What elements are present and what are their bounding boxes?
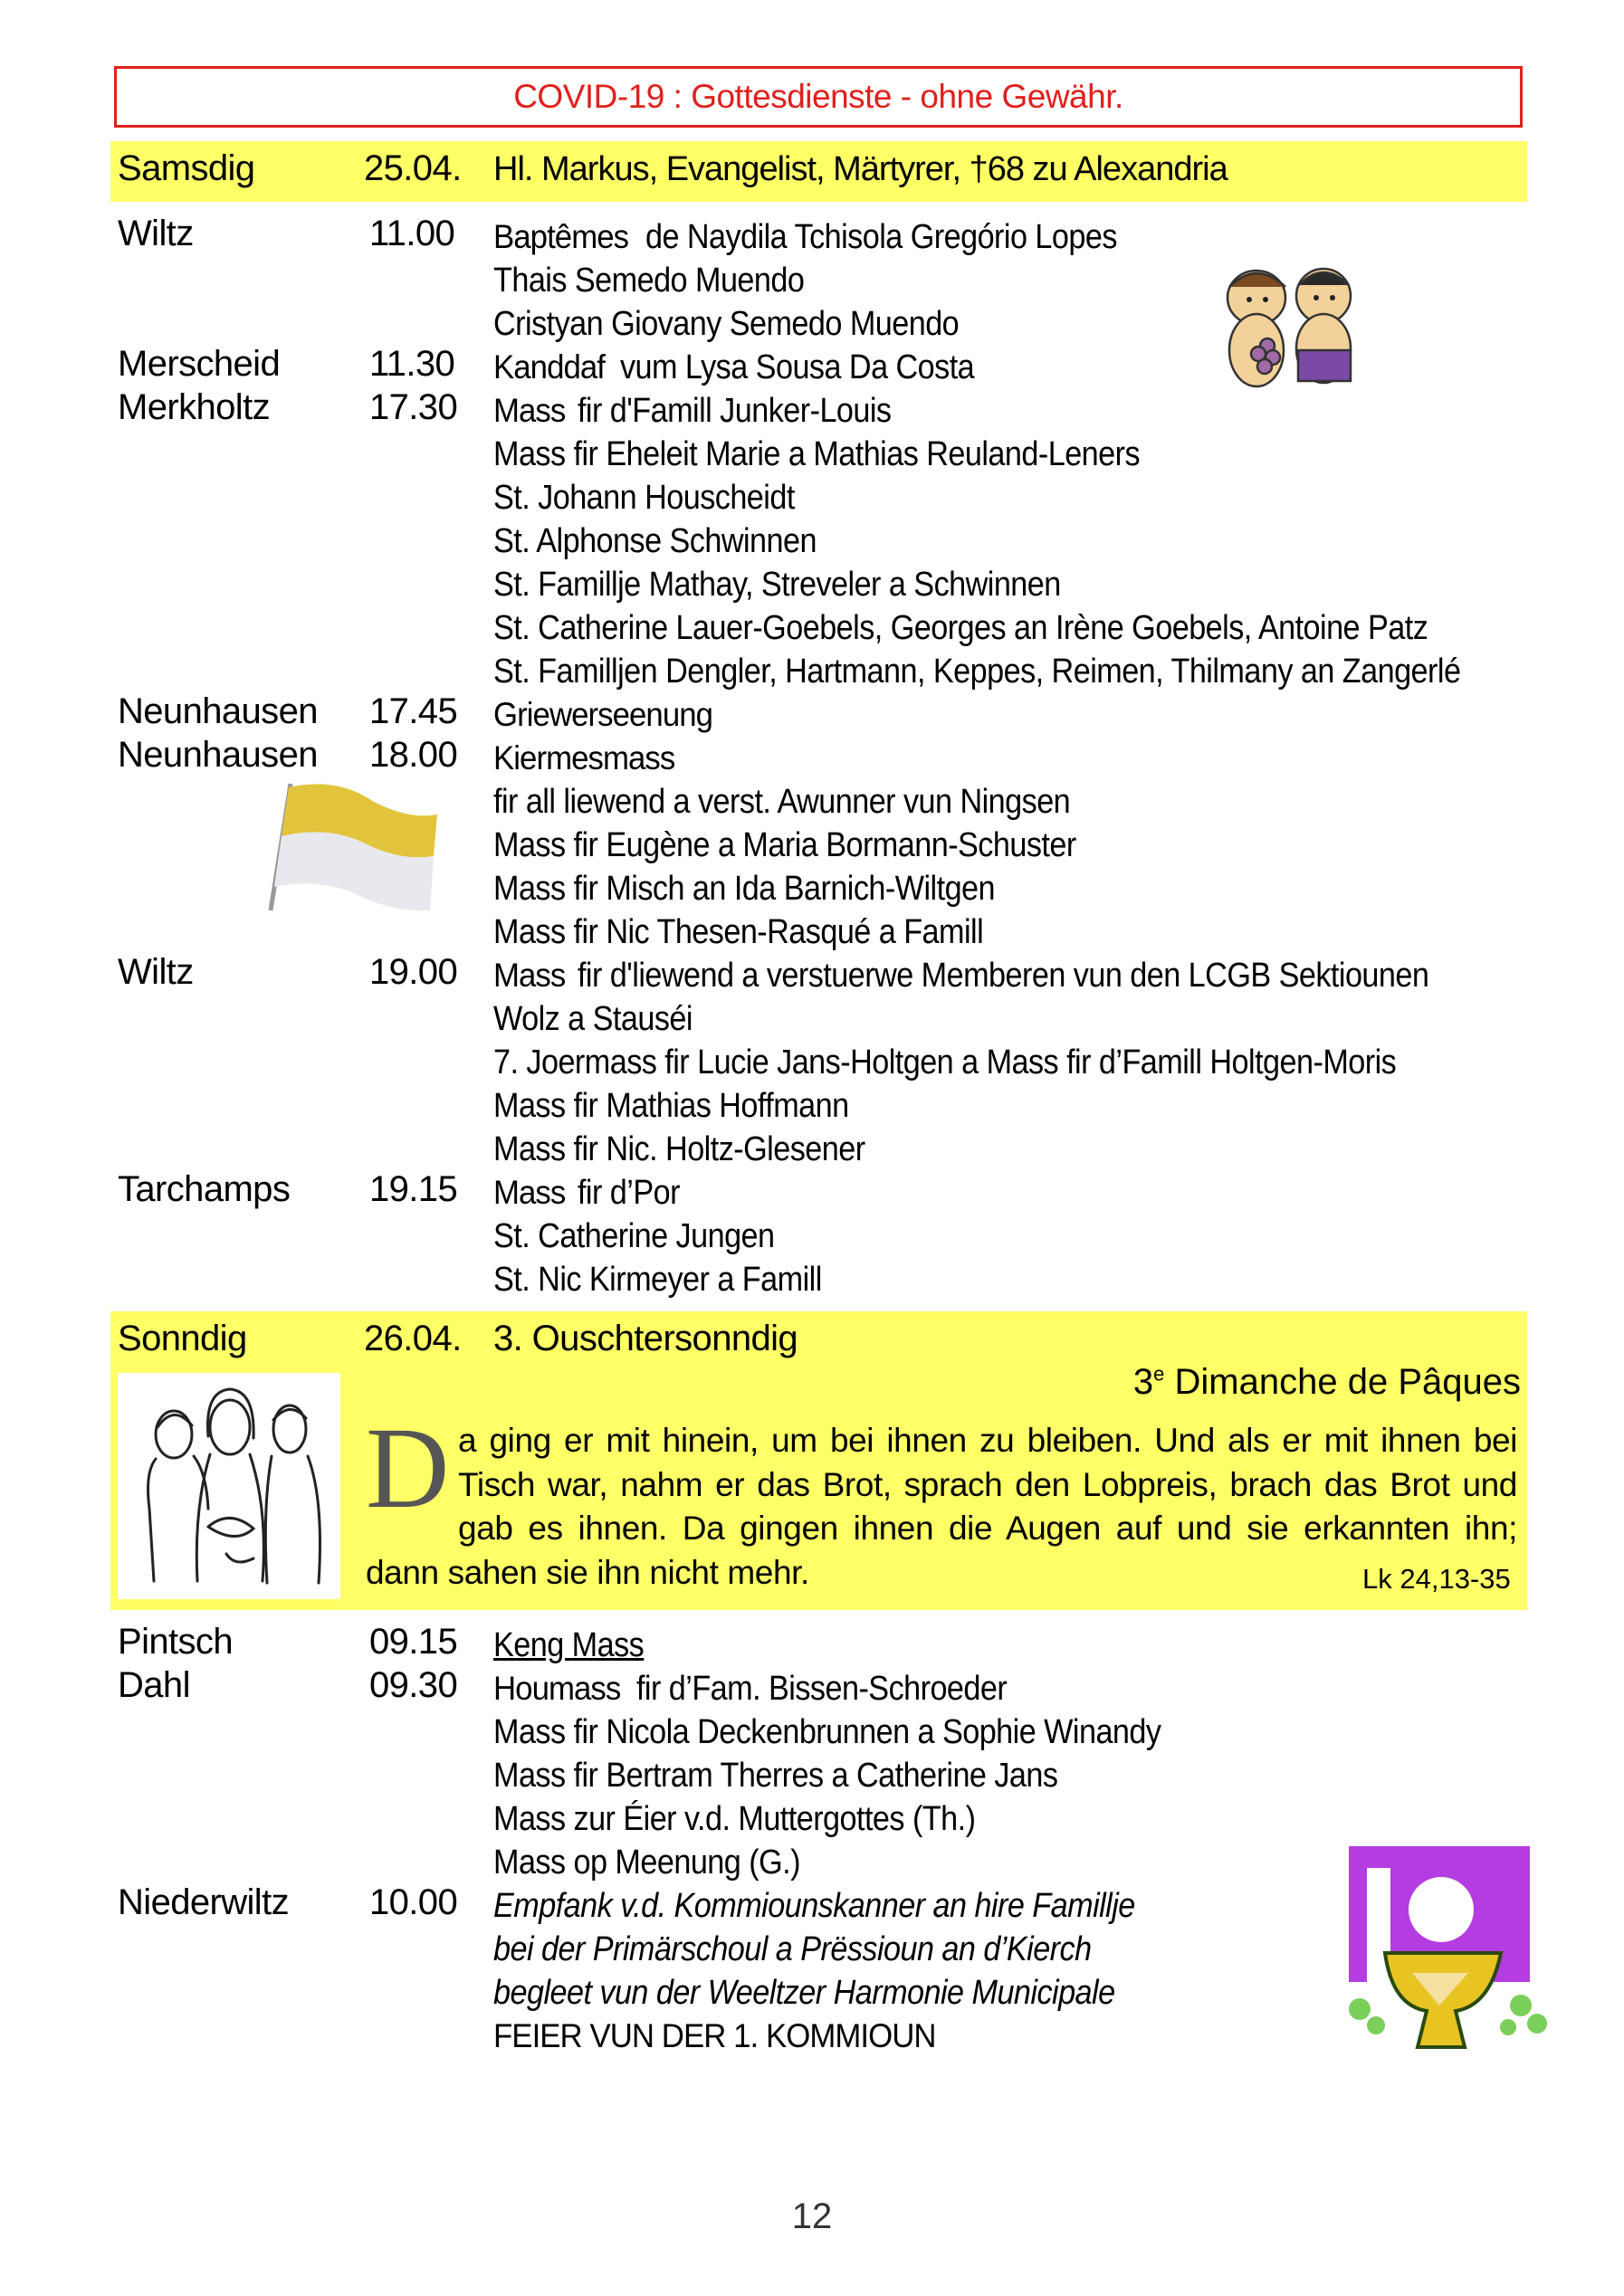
intention-text: Thais Semedo Muendo	[493, 262, 805, 300]
entry-time: 09.30	[369, 1665, 458, 1705]
entry-line	[493, 1667, 1049, 1710]
intention-text: Mass fir Nic Thesen-Rasqué a Famill	[493, 913, 984, 951]
intention-text: Cristyan Giovany Semedo Muendo	[493, 305, 960, 343]
intention-text: St. Nic Kirmeyer a Famill	[493, 1261, 822, 1299]
entry-line	[493, 1884, 1207, 1928]
intention-text: St. Famillje Mathay, Streveler a Schwinnen	[493, 566, 1061, 604]
intention-text: fir all liewend a verst. Awunner vun Ningsen	[493, 783, 1071, 821]
scripture-reference: Lk 24,13-35	[1362, 1563, 1511, 1595]
entry-place: Wiltz	[118, 952, 194, 992]
intention-text: fir d'Famill Junker-Louis	[569, 392, 892, 430]
intention-text: St. Alphonse Schwinnen	[493, 522, 817, 560]
entry-time: 18.00	[369, 735, 458, 775]
entry-line	[493, 2015, 964, 2058]
event-note: Empfank v.d. Kommiounskanner an hire Famillje	[493, 1887, 1135, 1925]
entry-place: Wiltz	[118, 214, 194, 253]
papal-flag-illustration	[256, 775, 437, 919]
drop-cap: D	[366, 1404, 450, 1532]
intention-text: Mass op Meenung (G.)	[493, 1843, 800, 1882]
entry-line	[493, 389, 927, 433]
entry-time: 17.30	[369, 387, 458, 427]
entry-time: 19.15	[369, 1169, 458, 1209]
entry-line	[493, 1971, 1184, 2015]
gospel-quote	[366, 1404, 1517, 1595]
intention-text: St. Johann Houscheidt	[493, 479, 795, 517]
entry-line	[493, 1171, 693, 1215]
entry-place: Niederwiltz	[118, 1882, 290, 1922]
entry-line	[493, 1841, 835, 1884]
entry-line	[493, 1754, 1121, 1797]
entry-line	[493, 346, 1014, 389]
service-type: Griewerseenung	[493, 696, 713, 733]
intention-text: fir d’Por	[569, 1174, 681, 1212]
entry-line	[493, 476, 828, 519]
intention-text: Mass fir Nic. Holtz-Glesener	[493, 1130, 865, 1168]
service-type: Baptêmes	[493, 218, 629, 255]
first-communion-chalice-icon	[1349, 1846, 1550, 2060]
entry-time: 11.00	[369, 214, 455, 253]
entry-time: 11.30	[369, 344, 455, 384]
entry-line	[493, 1797, 1029, 1841]
saturday-day: Samsdig	[118, 148, 255, 188]
page-number: 12	[791, 2196, 833, 2236]
subtitle-number: 3	[1132, 1362, 1154, 1402]
entry-time: 19.00	[369, 952, 458, 992]
sunday-day: Sonndig	[118, 1319, 247, 1358]
entry-time: 17.45	[369, 691, 458, 731]
entry-place: Neunhausen	[118, 735, 318, 775]
entry-line	[493, 1128, 906, 1171]
disciples-illustration	[118, 1373, 340, 1599]
intention-text: Wolz a Stauséi	[493, 1000, 693, 1038]
intention-text: fir d'liewend a verstuerwe Memberen vun den LCGB Sektiounen	[569, 957, 1429, 995]
cancelled-note: Keng Mass	[493, 1626, 645, 1664]
intention-text: 7. Joermass fir Lucie Jans-Holtgen a Mass fir d’Famill Holtgen-Moris	[493, 1043, 1397, 1081]
subtitle-rest: Dimanche de Pâques	[1164, 1362, 1521, 1402]
entry-line	[493, 1710, 1235, 1754]
saturday-date: 25.04.	[364, 148, 462, 188]
entry-line	[493, 519, 853, 563]
service-type: Mass	[493, 392, 566, 429]
subtitle-sup: e	[1153, 1362, 1165, 1386]
sunday-date: 26.04.	[364, 1319, 462, 1358]
intention-text: Mass fir Bertram Therres a Catherine Jans	[493, 1757, 1058, 1795]
intention-text: Mass fir Eugène a Maria Bormann-Schuster	[493, 826, 1076, 864]
entry-line	[493, 606, 1532, 650]
entry-line	[493, 867, 1051, 910]
service-type: Mass	[493, 1174, 566, 1211]
service-type: Kiermesmass	[493, 739, 675, 776]
sunday-title: 3. Ouschtersonndig	[493, 1319, 798, 1358]
entry-place: Merscheid	[118, 344, 281, 384]
entry-place: Pintsch	[118, 1622, 233, 1662]
entry-line	[493, 1928, 1158, 1971]
intention-text: St. Catherine Lauer-Goebels, Georges an Irène Goebels, Antoine Patz	[493, 609, 1428, 647]
service-type: Mass	[493, 957, 566, 994]
entry-line	[493, 259, 839, 302]
quote-text: a ging er mit hinein, um bei ihnen zu bleiben. Und als er mit ihnen bei Tisch war, nahm er das Brot, sprach den Lobpreis, brach das Brot und gab es ihnen. Da gingen ihnen die Augen auf und sie erkannten ihn; dann sahen sie ihn nicht mehr.	[366, 1422, 1517, 1591]
entry-line	[493, 302, 1010, 346]
entry-line	[493, 215, 1170, 259]
entry-time: 10.00	[369, 1882, 458, 1922]
saturday-title: Hl. Markus, Evangelist, Märtyrer, †68 zu Alexandria	[493, 150, 1228, 188]
event-note: bei der Primärschoul a Prëssioun an d’Kierch	[493, 1930, 1092, 1968]
entry-line	[493, 563, 1123, 606]
entry-line	[493, 1215, 806, 1258]
entry-place: Merkholtz	[118, 387, 270, 427]
entry-line	[493, 433, 1211, 476]
intention-text: Mass fir Eheleit Marie a Mathias Reuland-Leners	[493, 435, 1141, 473]
intention-text: St. Familljen Dengler, Hartmann, Keppes, Reimen, Thilmany an Zangerlé	[493, 653, 1461, 691]
intention-text: Mass fir Mathias Hoffmann	[493, 1087, 849, 1125]
intention-text: Mass fir Nicola Deckenbrunnen a Sophie Winandy	[493, 1713, 1161, 1751]
covid-banner: COVID-19 : Gottesdienste - ohne Gewähr.	[114, 66, 1523, 128]
entry-line	[493, 650, 1568, 693]
intention-text: de Naydila Tchisola Gregório Lopes	[636, 218, 1117, 256]
intention-text: Mass zur Éier v.d. Muttergottes (Th.)	[493, 1800, 976, 1838]
entry-line	[493, 1624, 661, 1667]
entry-place: Dahl	[118, 1665, 190, 1705]
service-type: Houmass	[493, 1670, 621, 1707]
entry-line	[493, 780, 1134, 824]
entry-line	[493, 693, 726, 737]
intention-text: Mass fir Misch an Ida Barnich-Wiltgen	[493, 870, 996, 908]
entry-line	[493, 1258, 858, 1301]
entry-line	[493, 997, 714, 1041]
intention-text: St. Catherine Jungen	[493, 1217, 775, 1255]
intention-text: vum Lysa Sousa Da Costa	[611, 348, 975, 386]
sunday-subtitle	[1133, 1362, 1521, 1403]
entry-line	[493, 910, 1037, 954]
service-type: FEIER VUN DER 1. KOMMIOUN	[493, 2017, 936, 2054]
entry-time: 09.15	[369, 1622, 458, 1662]
service-type: Kanddaf	[493, 348, 606, 386]
entry-line	[493, 824, 1141, 867]
entry-line	[493, 737, 686, 780]
entry-line	[493, 1041, 1496, 1084]
children-grapes-illustration	[1213, 260, 1367, 394]
entry-line	[493, 1084, 888, 1128]
entry-line	[493, 954, 1524, 997]
intention-text: fir d’Fam. Bissen-Schroeder	[628, 1670, 1008, 1708]
event-note: begleet vun der Weeltzer Harmonie Municipale	[493, 1974, 1115, 2012]
entry-place: Neunhausen	[118, 691, 318, 731]
entry-place: Tarchamps	[118, 1169, 291, 1209]
